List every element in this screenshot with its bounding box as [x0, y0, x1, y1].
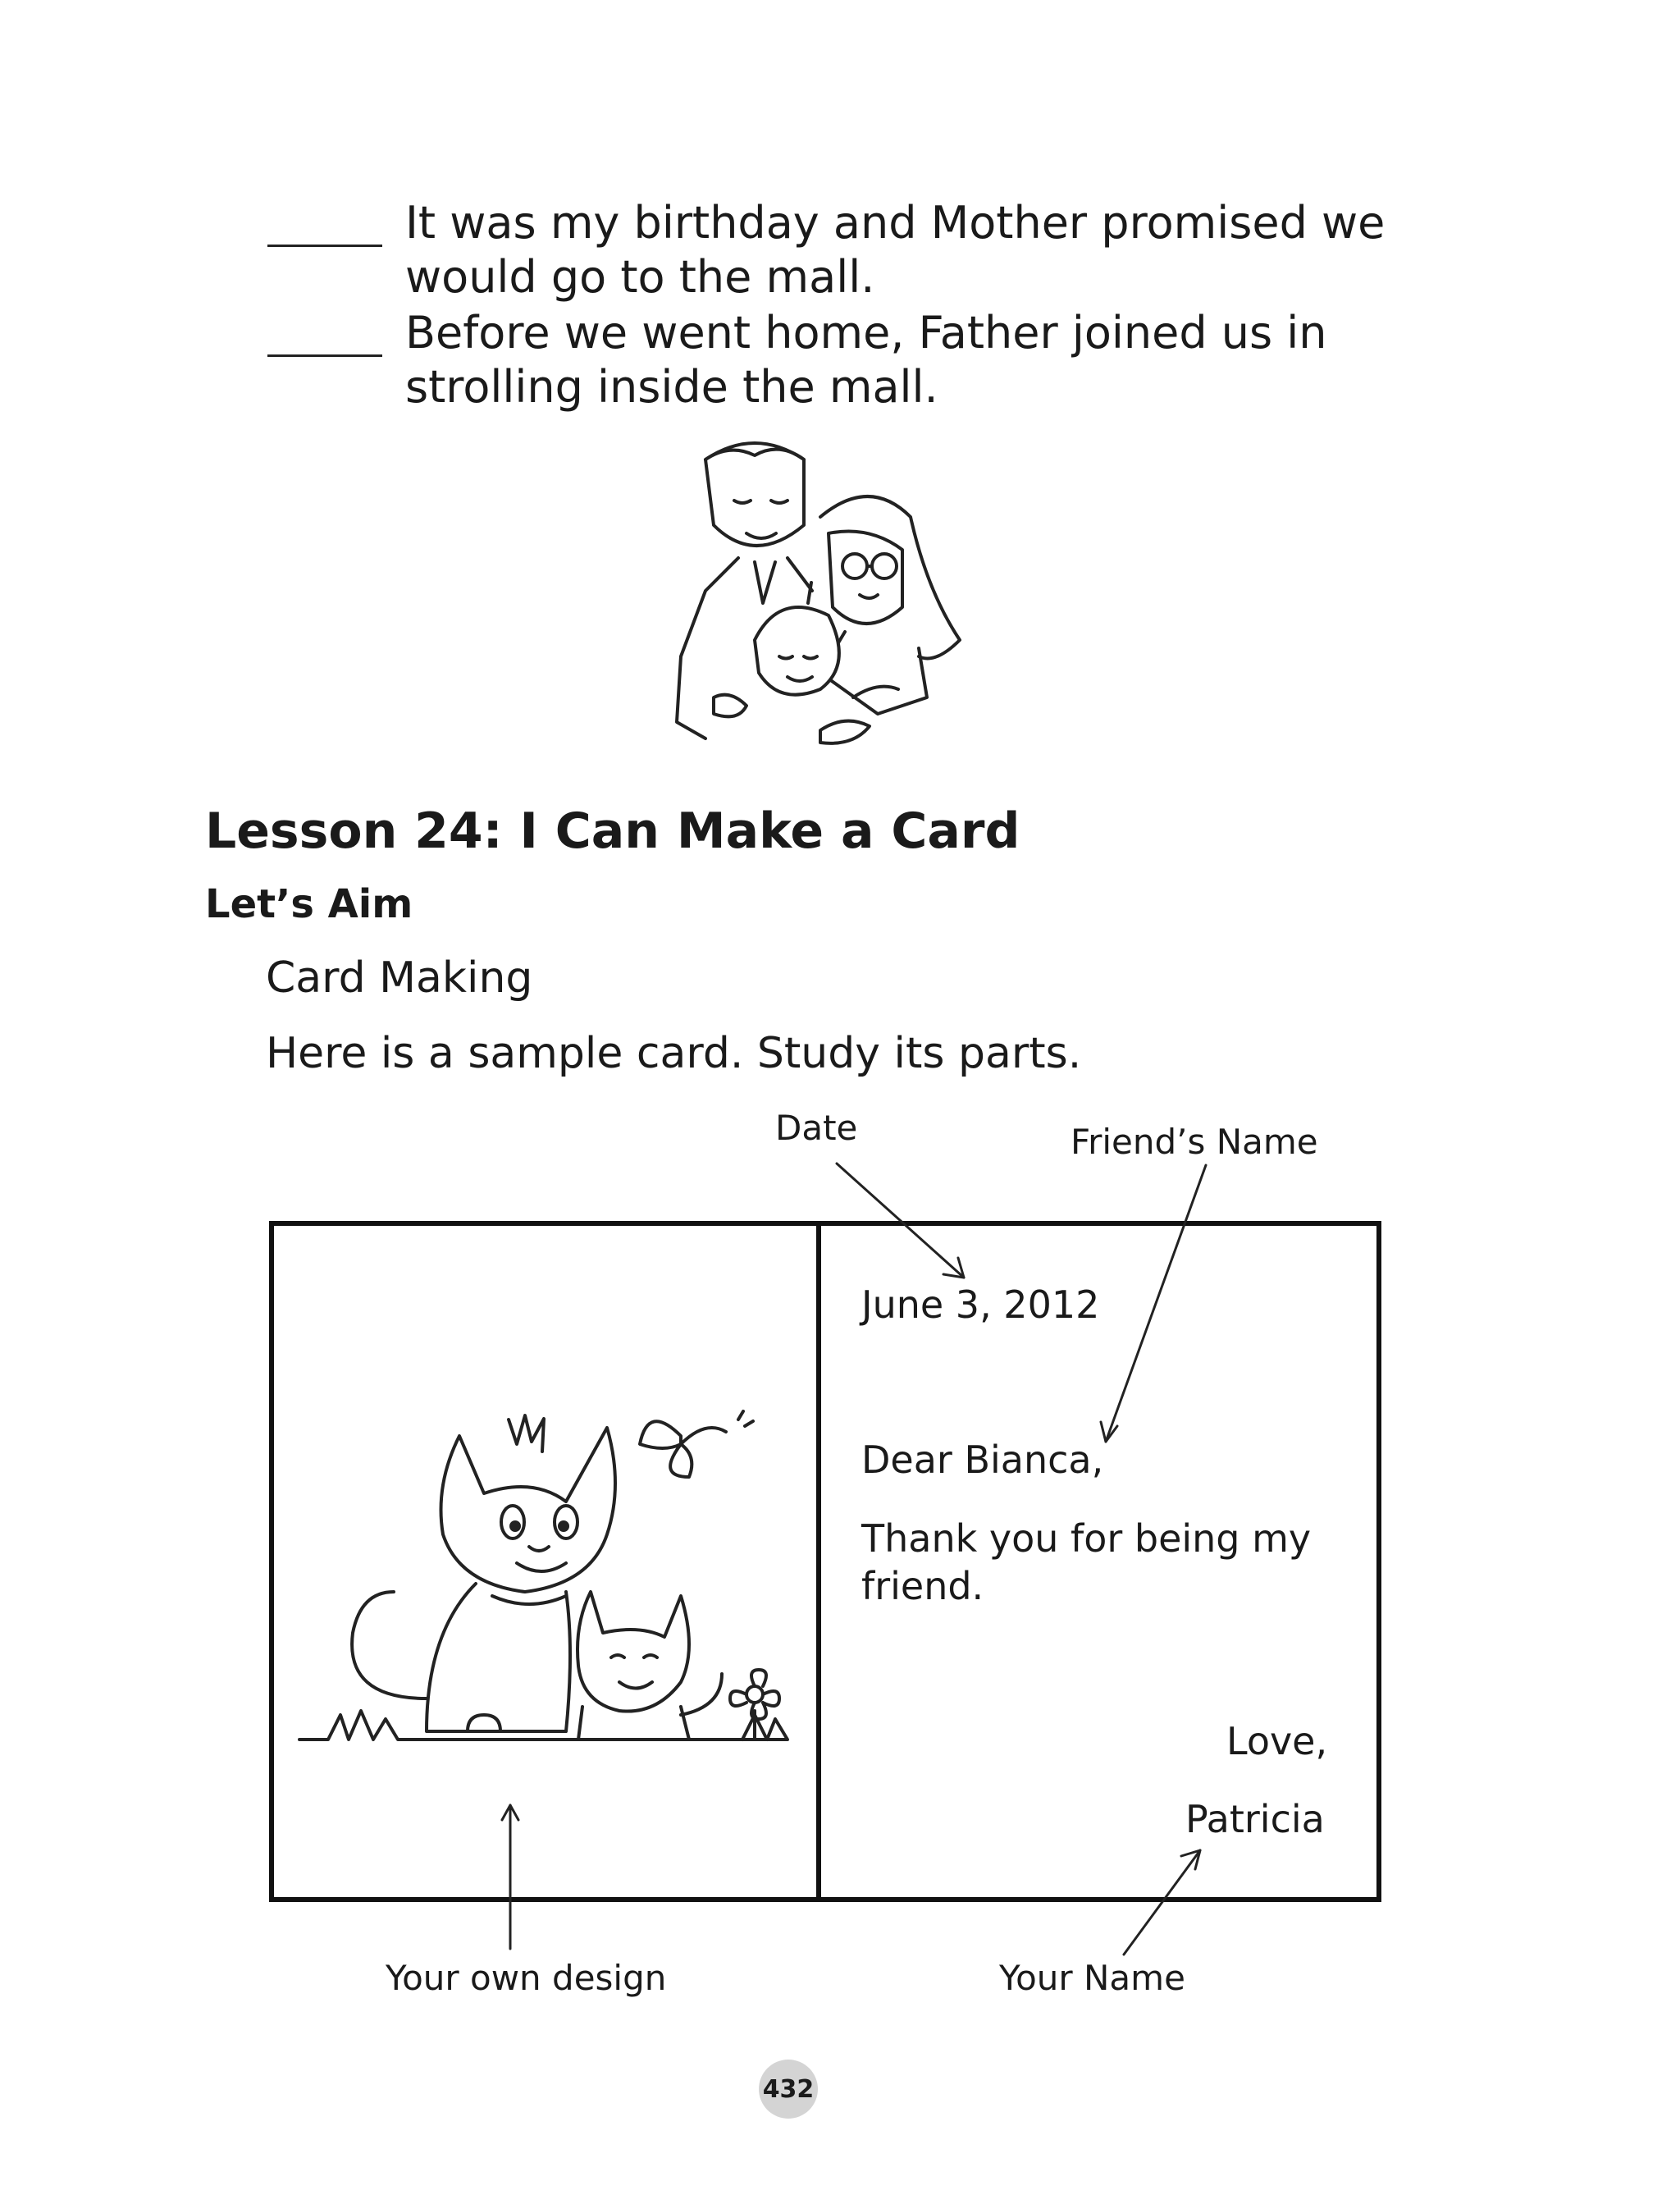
- card-message-line-2: friend.: [861, 1564, 984, 1608]
- sentence-1-line-2: would go to the mall.: [405, 251, 875, 303]
- card-greeting: Dear Bianca,: [861, 1438, 1104, 1482]
- card-closing: Love,: [1226, 1719, 1328, 1763]
- page-number: 432: [759, 2060, 818, 2119]
- card-signature: Patricia: [1185, 1797, 1325, 1841]
- date-label: Date: [775, 1108, 858, 1148]
- card-date: June 3, 2012: [861, 1282, 1100, 1327]
- sentence-2-line-2: strolling inside the mall.: [405, 361, 938, 413]
- friends-name-arrow: [1106, 1165, 1206, 1442]
- friends-name-label: Friend’s Name: [1071, 1122, 1318, 1162]
- card-message-line-1: Thank you for being my: [861, 1516, 1312, 1561]
- date-arrow: [837, 1164, 964, 1278]
- topic-text: Card Making: [266, 953, 533, 1003]
- sentence-2-line-1: Before we went home, Father joined us in: [405, 307, 1327, 359]
- your-name-arrow: [1124, 1850, 1200, 1955]
- lesson-title: Lesson 24: I Can Make a Card: [205, 802, 1020, 860]
- instruction-text: Here is a sample card. Study its parts.: [266, 1029, 1082, 1078]
- section-heading: Let’s Aim: [205, 881, 413, 927]
- your-own-design-label: Your own design: [386, 1958, 667, 1998]
- sentence-1-line-1: It was my birthday and Mother promised we: [405, 197, 1386, 249]
- your-name-label: Your Name: [999, 1958, 1185, 1998]
